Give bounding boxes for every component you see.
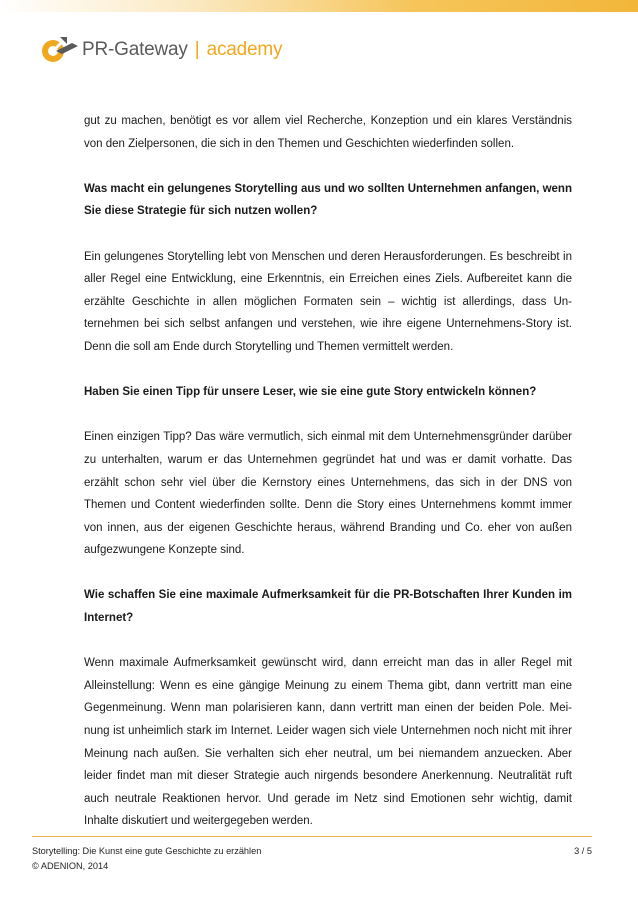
question-3: Wie schaffen Sie eine maximale Aufmerksamkeit für die PR-Botschaften Ihrer Kunden im Internet?: [84, 589, 572, 625]
answer-1: Ein gelungenes Storytelling lebt von Menschen und deren Herausforderungen. Es beschreibt in aller Regel eine Entwicklung, eine Erkenntnis, ein Erreichen eines Ziels. Aufbereitet kann die erzählte Geschichte in allen möglichen Formaten sein – wichtig ist allerdings, dass Unternehmen bei sich selbst anfangen und verstehen, wie ihre eigene Unternehmens-Story ist. Denn die soll am Ende durch Storytelling und Themen vermittelt werden.: [84, 250, 572, 353]
logo-brand-text: PR-Gateway: [82, 39, 188, 60]
header-gradient-bar: [0, 0, 638, 12]
logo-academy-text: academy: [206, 39, 283, 60]
question-2: Haben Sie einen Tipp für unsere Leser, wie sie eine gute Story entwickeln können?: [84, 386, 537, 399]
footer-title: Storytelling: Die Kunst eine gute Geschichte zu erzählen: [32, 846, 262, 856]
page-body: [84, 110, 572, 856]
page-number: 3 / 5: [574, 846, 592, 856]
question-1: Was macht ein gelungenes Storytelling aus und wo sollten Unternehmen anfangen, wenn Sie diese Strategie für sich nutzen wollen?: [84, 182, 572, 218]
logo-separator: |: [194, 39, 200, 60]
answer-3: Wenn maximale Aufmerksamkeit gewünscht wird, dann erreicht man das in aller Regel mit Alleinstellung: Wenn es eine gängige Meinung zu einem Thema gibt, dann vertritt man eine Gegenmeinung. Wenn man polarisieren kann, dann vertritt man einen der beiden Pole. Meinung ist unheimlich stark im Internet. Leider wagen sich viele Unternehmen noch nicht mit ihrer Meinung nach außen. Sie verhalten sich eher neutral, um bei niemandem anzuecken. Aber leider findet man mit dieser Strategie auch nirgends besondere Anerkennung. Neutralität ruft auch neutrale Reaktionen hervor. Und gerade im Netz sind Emotionen sehr wichtig, damit Inhalte diskutiert und weitergegeben werden.: [84, 657, 572, 828]
logo-wordmark: [82, 39, 282, 61]
footer-copyright: © ADENION, 2014: [32, 861, 109, 871]
logo-mark-icon: [40, 35, 80, 65]
answer-2: Einen einzigen Tipp? Das wäre vermutlich, sich einmal mit dem Unternehmensgründer darüber zu unterhalten, warum er das Unternehmen gegründet hat und was er damit vorhatte. Das erzählt schon sehr viel über die Kernstory eines Unternehmens, das sich in der DNS von Themen und Content wiederfinden sollte. Denn die Story eines Unternehmens kommt immer von innen, aus der eigenen Geschichte heraus, während Branding und Co. eher von außen aufgezwungene Konzepte sind.: [84, 431, 572, 557]
paragraph-intro: gut zu machen, benötigt es vor allem viel Recherche, Konzeption und ein klares Verständnis von den Zielpersonen, die sich in den Themen und Geschichten wiederfinden sollen.: [84, 115, 572, 150]
page-footer: [32, 844, 592, 874]
footer-divider: [32, 836, 592, 837]
